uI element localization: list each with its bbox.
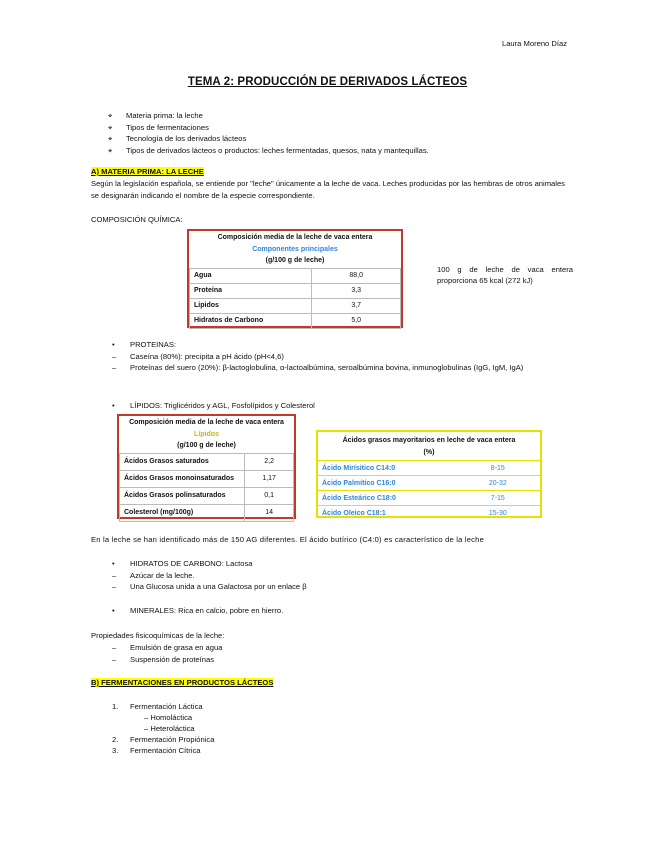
table-row: Ácido Palmítico C16:0 20-32 — [318, 476, 540, 491]
dash-icon: – — [112, 363, 117, 372]
table-unit: (%) — [423, 448, 435, 456]
table-title: Ácidos grasos mayoritarios en leche de vaca entera — [342, 437, 516, 444]
table-title: Composición media de la leche de vaca entera — [129, 419, 284, 426]
dash-icon: – — [112, 570, 117, 580]
list-item: ⌖ Tipos de fermentaciones — [108, 122, 209, 132]
table-row: Ácido Oleico C18:1 15-30 — [318, 506, 540, 521]
dash-icon: – — [112, 582, 117, 591]
bullet-icon: • — [112, 559, 115, 568]
table-row: Proteína 3,3 — [190, 283, 401, 298]
list-item: – Azúcar de la leche. — [112, 570, 195, 580]
fermentation-list — [112, 701, 214, 756]
section-b-heading: B) FERMENTACIONES EN PRODUCTOS LÁCTEOS — [91, 678, 274, 687]
physchem-list — [112, 642, 222, 665]
list-item: • HIDRATOS DE CARBONO: Lactosa — [112, 559, 253, 568]
list-item: • MINERALES: Rica en calcio, pobre en hierro. — [112, 606, 284, 615]
page-title: TEMA 2: PRODUCCIÓN DE DERIVADOS LÁCTEOS — [187, 76, 468, 88]
table-row: Ácidos Grasos monoinsaturados 1,17 — [120, 470, 294, 487]
dash-icon: – — [112, 351, 117, 361]
list-item: 1. Fermentación Láctica — [112, 702, 203, 711]
bullet-icon: • — [112, 401, 115, 410]
list-item: ⌖ Tecnología de los derivados lácteos — [108, 134, 247, 143]
table-unit: (g/100 g de leche) — [265, 257, 325, 264]
dash-icon: – — [112, 654, 117, 664]
lipids-data — [119, 453, 294, 522]
list-item: • LÍPIDOS: Triglicéridos y AGL, Fosfolípidos y Colesterol — [112, 401, 315, 410]
list-item: 2. Fermentación Propiónica — [112, 735, 215, 744]
dash-icon: – — [112, 643, 117, 652]
list-item: 3. Fermentación Cítrica — [112, 746, 201, 755]
bullet-icon: • — [112, 606, 115, 615]
table-row: Hidratos de Carbono 5,0 — [190, 313, 401, 328]
table-subtitle: Lípidos — [194, 430, 219, 438]
table-subtitle: Componentes principales — [252, 245, 338, 253]
intro-list — [108, 110, 429, 156]
list-item: – Heteroláctica — [144, 724, 195, 733]
list-item: ⌖ Materia prima: la leche — [108, 111, 203, 120]
lipids-table — [117, 414, 296, 519]
composition-data — [189, 268, 401, 329]
fatty-acids-table — [316, 430, 542, 518]
list-item: • PROTEINAS: — [112, 340, 176, 349]
fatty-acids-paragraph: En la leche se han identificado más de 150 AG diferentes. El ácido butírico (C4:0) es característico de la leche — [91, 535, 485, 544]
carbs-list — [112, 558, 307, 593]
list-item: – Suspensión de proteínas — [112, 654, 215, 664]
energy-note: 100 g de leche de vaca entera proporciona 65 kcal (272 kJ) — [437, 265, 573, 285]
list-item: – Caseína (80%): precipita a pH ácido (pH<4,6) — [112, 351, 284, 361]
composition-table — [187, 229, 403, 328]
list-item: – Emulsión de grasa en agua — [112, 643, 223, 652]
bullet-icon: • — [112, 340, 115, 349]
table-row: Ácido Esteárico C18:0 7-15 — [318, 491, 540, 506]
list-item: ⌖ Tipos de derivados lácteos o productos: leches fermentadas, quesos, nata y mantequillas. — [108, 145, 429, 155]
table-row: Ácido Mirísitico C14:0 8-15 — [318, 461, 540, 476]
author-name: Laura Moreno Díaz — [501, 39, 567, 48]
bullet-icon: ⌖ — [108, 145, 113, 155]
lipids-list — [112, 400, 315, 412]
table-row: Ácidos Grasos saturados 2,2 — [120, 453, 294, 470]
table-row: Lípidos 3,7 — [190, 298, 401, 313]
bullet-icon: ⌖ — [108, 122, 113, 132]
list-item: – Homoláctica — [144, 713, 193, 722]
table-row: Agua 88,0 — [190, 268, 401, 283]
minerals-list — [112, 605, 283, 617]
table-title: Composición media de la leche de vaca entera — [217, 234, 373, 241]
table-row: Colesterol (mg/100g) 14 — [120, 504, 294, 521]
fatty-acids-data — [318, 460, 540, 520]
proteins-list — [112, 339, 572, 385]
section-a-paragraph: Según la legislación española, se entiende por "leche" únicamente a la leche de vaca. Leches producidas por las hembras de otros animales se designarán indicando el nombre de la especie correspondiente. — [91, 179, 565, 200]
bullet-icon: ⌖ — [108, 111, 113, 120]
section-a-heading: A) MATERIA PRIMA: LA LECHE — [91, 167, 204, 176]
list-item: – Proteínas del suero (20%): β-lactoglobulina, α-lactoalbúmina, seroalbúmina bovina, inmunoglobulinas (IgG, IgM, IgA) — [112, 363, 524, 372]
list-item: – Una Glucosa unida a una Galactosa por un enlace β — [112, 582, 307, 591]
table-row: Ácidos Grasos polinsaturados 0,1 — [120, 487, 294, 504]
table-unit: (g/100 g de leche) — [177, 442, 236, 449]
physchem-heading: Propiedades fisicoquímicas de la leche: — [91, 631, 225, 640]
composition-heading: COMPOSICIÓN QUÍMICA: — [91, 215, 183, 224]
bullet-icon: ⌖ — [108, 134, 113, 143]
